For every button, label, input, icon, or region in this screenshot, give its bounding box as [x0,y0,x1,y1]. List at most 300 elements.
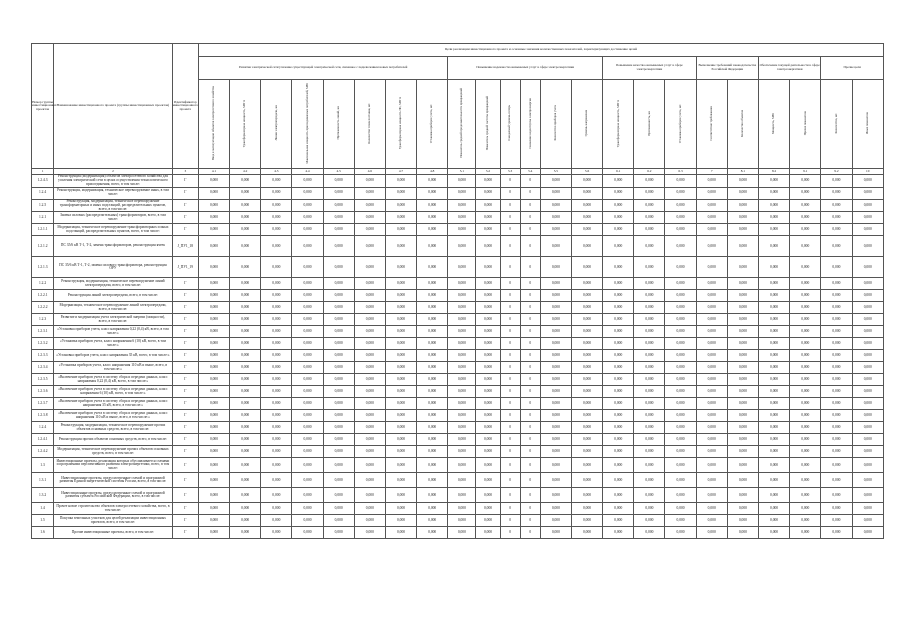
row-value: 0 [500,175,520,188]
row-value: 0,000 [448,503,476,515]
row-value: 0,000 [323,224,354,236]
row-value: 0,000 [385,374,416,386]
row-value: 0,000 [821,488,852,503]
row-value: 0,000 [417,290,448,302]
row-value: 0,000 [354,473,385,488]
row-code: 1.2.3.3 [32,350,54,362]
row-value: 0,000 [634,503,665,515]
row-value: 0,000 [821,199,852,212]
row-value: 0,000 [852,326,884,338]
row-value: 0,000 [417,338,448,350]
subheader-cell [790,80,821,169]
row-value: 0,000 [821,338,852,350]
row-value: 0,000 [821,314,852,326]
table-row [32,314,884,326]
table-row [32,187,884,199]
subheader-cell [292,80,323,169]
row-value: 0,000 [540,434,571,446]
row-value: 0,000 [758,488,789,503]
row-id: Г [172,187,198,199]
row-value: 0 [520,422,540,434]
table-row [32,338,884,350]
row-value: 0 [520,527,540,539]
row-value: 0,000 [571,488,602,503]
row-value: 0,000 [571,374,602,386]
row-value: 0,000 [417,386,448,398]
row-value: 0,000 [292,446,323,458]
row-value: 0,000 [540,362,571,374]
row-value: 0,000 [476,224,500,236]
row-value: 0,000 [603,422,634,434]
row-value: 0,000 [696,398,727,410]
row-value: 0,000 [665,326,696,338]
row-value: 0,000 [727,422,758,434]
row-value: 0,000 [261,362,292,374]
row-value: 0,000 [198,236,229,257]
row-value: 0,000 [476,503,500,515]
row-value: 0,000 [230,175,261,188]
row-value: 0,000 [634,175,665,188]
row-value: 0,000 [758,290,789,302]
row-value: 0,000 [790,212,821,224]
row-value: 0,000 [198,458,229,473]
row-value: 0,000 [852,503,884,515]
row-value: 0 [520,446,540,458]
row-value: 0,000 [417,187,448,199]
row-value: 0,000 [323,488,354,503]
row-value: 0,000 [261,398,292,410]
row-value: 0,000 [634,527,665,539]
subheader-label: Трансформаторная мощность, МВ·А [615,99,620,147]
row-value: 0,000 [198,398,229,410]
row-value: 0,000 [292,473,323,488]
header-group-reliability: Повышение надежности оказываемых услуг в сфере электроэнергетики [448,57,603,80]
row-value: 0 [520,187,540,199]
row-value: 0,000 [261,199,292,212]
row-value: 0,000 [852,410,884,422]
row-value: 0,000 [571,290,602,302]
table-row [32,473,884,488]
row-value: 0,000 [540,458,571,473]
row-value: 0,000 [261,257,292,278]
table-row [32,199,884,212]
row-value: 0,000 [385,326,416,338]
row-value: 0,000 [476,290,500,302]
header-group-number: Номер группы инвестиционных проектов [32,44,54,169]
row-value: 0 [520,515,540,527]
row-value: 0,000 [634,290,665,302]
subheader-cell [696,80,727,169]
row-value: 0,000 [448,374,476,386]
row-value: 0,000 [292,199,323,212]
row-value: 0,000 [354,422,385,434]
row-value: 0,000 [727,236,758,257]
row-id: Г [172,290,198,302]
row-value: 0,000 [261,290,292,302]
row-value: 0,000 [571,212,602,224]
row-value: 0,000 [696,527,727,539]
row-value: 0,000 [852,386,884,398]
row-value: 0,000 [198,212,229,224]
row-name: Инвестиционные проекты, реализация которых обуславливается схемами и программами перспективного развития электроэнергетики, всего, в том числе: [54,458,173,473]
row-value: 0,000 [230,446,261,458]
row-value: 0,000 [727,326,758,338]
row-value: 0,000 [540,224,571,236]
row-value: 0,000 [540,187,571,199]
row-value: 0,000 [790,338,821,350]
table-row [32,446,884,458]
row-value: 0,000 [261,350,292,362]
row-value: 0,000 [571,350,602,362]
row-value: 0,000 [790,257,821,278]
row-value: 0,000 [603,527,634,539]
row-value: 0,000 [696,278,727,290]
row-value: 0,000 [323,362,354,374]
subheader-cell [540,80,571,169]
row-value: 0,000 [634,257,665,278]
row-value: 0,000 [727,473,758,488]
row-code: 1.3.2 [32,488,54,503]
row-value: 0,000 [476,473,500,488]
row-value: 0,000 [417,362,448,374]
row-value: 0,000 [727,350,758,362]
header-group-current: Обеспечение текущей деятельности в сфере электроэнергетики [758,57,820,80]
row-value: 0,000 [323,278,354,290]
row-value: 0,000 [230,187,261,199]
row-value: 0,000 [198,350,229,362]
row-name: «Установка приборов учета, класс напряжения 110 кВ и выше, всего, в том числе:» [54,362,173,374]
row-value: 0,000 [198,290,229,302]
row-value: 0,000 [198,175,229,188]
row-value: 0,000 [571,278,602,290]
row-value: 0,000 [261,410,292,422]
row-value: 0,000 [385,527,416,539]
row-value: 0,000 [385,187,416,199]
column-number: 4.3 [261,169,292,175]
row-value: 0,000 [634,302,665,314]
row-value: 0,000 [758,527,789,539]
subheader-label: Ввод в эксплуатацию объектов электросетевого хозяйства [211,86,216,161]
row-value: 0,000 [292,515,323,527]
row-value: 0,000 [540,386,571,398]
row-id: Г [172,458,198,473]
row-value: 0,000 [540,398,571,410]
row-value: 0,000 [665,350,696,362]
row-value: 0,000 [198,326,229,338]
row-name: «Установка приборов учета, класс напряжения 0,22 (0,4) кВ, всего, в том числе:» [54,326,173,338]
row-value: 0,000 [571,224,602,236]
row-value: 0,000 [758,374,789,386]
row-value: 0,000 [261,527,292,539]
row-value: 0,000 [261,187,292,199]
row-value: 0,000 [634,410,665,422]
row-value: 0,000 [448,362,476,374]
subheader-label: Линии электропередачи, км [273,105,278,141]
row-id: Г [172,434,198,446]
row-code: 1.2.5 [32,199,54,212]
row-value: 0,000 [323,446,354,458]
header-project-name: Наименование инвестиционного проекта (группы инвестиционных проектов) [54,44,173,169]
row-value: 0,000 [571,398,602,410]
row-value: 0,000 [634,199,665,212]
row-value: 0,000 [821,503,852,515]
row-value: 0,000 [323,398,354,410]
row-value: 0,000 [852,236,884,257]
row-name: «Установка приборов учета, класс напряжения 6 (10) кВ, всего, в том числе:» [54,338,173,350]
row-value: 0,000 [292,314,323,326]
row-value: 0,000 [758,410,789,422]
row-value: 0,000 [417,314,448,326]
row-value: 0,000 [354,290,385,302]
row-value: 0,000 [448,290,476,302]
row-value: 0,000 [790,199,821,212]
row-value: 0,000 [727,278,758,290]
row-value: 0,000 [634,374,665,386]
row-value: 0,000 [417,458,448,473]
row-value: 0,000 [354,187,385,199]
row-value: 0,000 [852,224,884,236]
subheader-label: Трансформаторная мощность, МВ·А [242,99,247,147]
row-value: 0,000 [476,175,500,188]
row-value: 0,000 [790,326,821,338]
row-name: Инвестиционные проекты, предусмотренные схемой и программой развития Единой энергетической системы России, всего, в том числе: [54,473,173,488]
row-value: 0 [500,527,520,539]
row-value: 0,000 [540,527,571,539]
row-value: 0,000 [665,236,696,257]
row-value: 0,000 [634,314,665,326]
row-value: 0,000 [417,473,448,488]
subheader-label: Мощность, МВт [771,112,776,134]
row-value: 0,000 [354,515,385,527]
row-value: 0,000 [821,515,852,527]
row-value: 0,000 [540,515,571,527]
row-value: 0 [500,302,520,314]
row-value: 0,000 [448,224,476,236]
row-value: 0,000 [727,374,758,386]
row-value: 0,000 [385,473,416,488]
row-id: Г [172,199,198,212]
row-value: 0,000 [292,212,323,224]
column-number: 8.1 [727,169,758,175]
row-value: 0,000 [417,326,448,338]
row-name: «Включение приборов учета в систему сбора и передачи данных, класс напряжения 6 (10) кВ, всего, в том числе:» [54,386,173,398]
row-value: 0,000 [821,302,852,314]
row-name: Реконструкция линий электропередачи, всего, в том числе: [54,290,173,302]
row-value: 0,000 [821,212,852,224]
row-value: 0,000 [852,374,884,386]
row-value: 0,000 [665,290,696,302]
row-value: 0,000 [790,473,821,488]
row-value: 0,000 [385,212,416,224]
row-value: 0,000 [385,386,416,398]
row-value: 0,000 [540,314,571,326]
row-id: Г [172,488,198,503]
subheader-cell [603,80,634,169]
row-value: 0,000 [821,326,852,338]
row-value: 0,000 [821,446,852,458]
row-value: 0,000 [790,422,821,434]
row-value: 0,000 [852,422,884,434]
row-value: 0,000 [198,278,229,290]
row-value: 0,000 [758,398,789,410]
row-value: 0,000 [230,257,261,278]
row-value: 0,000 [198,410,229,422]
row-code: 1.2.3.4 [32,362,54,374]
row-value: 0,000 [758,338,789,350]
row-value: 0,000 [354,410,385,422]
row-value: 0,000 [571,314,602,326]
row-value: 0,000 [385,224,416,236]
row-value: 0,000 [261,278,292,290]
row-value: 0,000 [417,257,448,278]
row-value: 0,000 [696,212,727,224]
row-value: 0,000 [727,224,758,236]
row-value: 0,000 [261,302,292,314]
row-value: 0,000 [230,236,261,257]
row-value: 0,000 [696,458,727,473]
row-value: 0,000 [571,302,602,314]
row-value: 0,000 [665,374,696,386]
row-id: Г [172,398,198,410]
row-id: Г [172,278,198,290]
row-code: 1.2.4 [32,187,54,199]
row-name: Покупка земельных участков для целей реализации инвестиционных проектов, всего, в том числе: [54,515,173,527]
column-number: 4.8 [417,169,448,175]
subheader-cell [571,80,602,169]
row-value: 0,000 [198,503,229,515]
row-value: 0,000 [790,350,821,362]
row-name: Модернизация, техническое перевооружение линий электропередачи, всего, в том числе: [54,302,173,314]
row-value: 0,000 [292,290,323,302]
row-value: 0,000 [571,326,602,338]
table-row [32,410,884,422]
row-value: 0,000 [821,278,852,290]
row-value: 0,000 [292,386,323,398]
row-value: 0 [500,199,520,212]
row-value: 0,000 [790,302,821,314]
row-value: 0,000 [292,434,323,446]
row-value: 0,000 [540,488,571,503]
row-value: 0,000 [727,187,758,199]
row-value: 0,000 [634,362,665,374]
row-value: 0,000 [758,175,789,188]
row-value: 0,000 [448,175,476,188]
row-value: 0,000 [354,446,385,458]
row-code: 1.2.1 [32,212,54,224]
subheader-label: Прочие показатели [802,111,807,136]
row-value: 0,000 [417,527,448,539]
row-name: Реконструкция, модернизация, техническое перевооружение иных, в том числе: [54,187,173,199]
row-value: 0,000 [198,488,229,503]
table-row [32,434,884,446]
row-name: «Включение приборов учета в систему сбора и передачи данных, класс напряжения 110 кВ и выше, всего, в том числе:» [54,410,173,422]
row-value: 0,000 [448,187,476,199]
row-value: 0,000 [292,422,323,434]
row-value: 0,000 [292,236,323,257]
row-value: 0 [500,473,520,488]
row-value: 0,000 [758,362,789,374]
row-value: 0,000 [571,503,602,515]
row-value: 0,000 [230,515,261,527]
row-value: 0,000 [198,374,229,386]
row-value: 0,000 [261,224,292,236]
row-value: 0 [500,434,520,446]
row-value: 0,000 [323,290,354,302]
row-value: 0,000 [230,199,261,212]
row-value: 0,000 [261,446,292,458]
row-value: 0,000 [354,326,385,338]
row-value: 0,000 [852,434,884,446]
row-value: 0,000 [852,302,884,314]
row-value: 0,000 [323,326,354,338]
row-value: 0,000 [852,175,884,188]
row-value: 0,000 [230,434,261,446]
row-id: Г [172,224,198,236]
row-id: Г [172,386,198,398]
row-value: 0,000 [727,515,758,527]
row-value: 0,000 [476,374,500,386]
row-value: 0,000 [758,278,789,290]
row-value: 0 [500,290,520,302]
row-value: 0,000 [476,434,500,446]
row-value: 0,000 [696,422,727,434]
row-value: 0,000 [727,302,758,314]
row-value: 0,000 [448,278,476,290]
row-value: 0 [520,374,540,386]
row-value: 0,000 [571,386,602,398]
row-value: 0 [520,326,540,338]
row-value: 0,000 [385,488,416,503]
row-value: 0,000 [665,503,696,515]
row-value: 0 [520,398,540,410]
row-value: 0,000 [323,374,354,386]
row-value: 0,000 [292,410,323,422]
row-code: 1.2.2 [32,278,54,290]
row-value: 0,000 [476,314,500,326]
row-value: 0,000 [540,503,571,515]
row-value: 0,000 [230,503,261,515]
row-value: 0,000 [603,362,634,374]
row-value: 0,000 [323,422,354,434]
row-value: 0,000 [354,314,385,326]
row-value: 0,000 [230,224,261,236]
row-value: 0,000 [603,278,634,290]
row-id: Г [172,374,198,386]
row-value: 0,000 [790,434,821,446]
row-value: 0,000 [230,350,261,362]
row-value: 0 [520,302,540,314]
row-value: 0,000 [354,338,385,350]
table-row [32,326,884,338]
column-number: 6.2 [634,169,665,175]
header-group-legal: Выполнение требований законодательства Российской Федерации [696,57,758,80]
row-value: 0,000 [354,257,385,278]
row-name: Реконструкция, модернизация, техническое перевооружение трансформаторных и иных подстанций, распределительных пунктов, всего, в том числе: [54,199,173,212]
subheader-label: Количество, шт. [833,112,838,134]
row-value: 0,000 [417,398,448,410]
row-value: 0,000 [603,290,634,302]
subheader-label: Установка приборов учета, шт. [429,103,434,143]
row-value: 0 [520,350,540,362]
row-value: 0,000 [571,473,602,488]
row-value: 0,000 [448,515,476,527]
subheader-label: Максимальная мощность присоединяемых потребителей, МВт [304,82,309,164]
row-value: 0,000 [323,503,354,515]
subheader-cell [500,80,520,169]
subheader-label: Трансформаторная мощность ПС, МВ·А [398,97,403,150]
row-value: 0,000 [323,515,354,527]
row-value: 0,000 [758,187,789,199]
